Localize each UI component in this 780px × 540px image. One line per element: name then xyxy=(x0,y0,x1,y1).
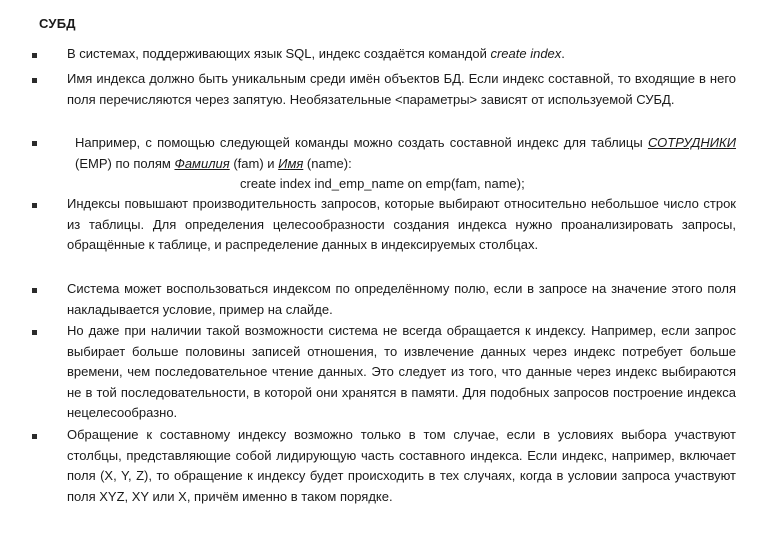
bullet-marker-icon xyxy=(32,288,37,293)
paragraph-create-index xyxy=(67,44,736,65)
bullet-marker-icon xyxy=(32,330,37,335)
bullet-marker-icon xyxy=(32,53,37,58)
paragraph-example xyxy=(67,133,736,195)
paragraph-text: (fam) и xyxy=(229,155,279,171)
paragraph-text: (EMP) по полям xyxy=(75,155,175,171)
paragraph-composite-index: Обращение к составному индексу возможно только в том случае, если в условиях выбора участвуют столбцы, представляющие собой лидирующую часть составного индекса. Если индекс, например, включает поля (X, Y, Z), то обращение к индексу будет происходить в тех случаях, когда в условии запроса участвуют поля XYZ, XY или X, причём именно в таком порядке. xyxy=(67,427,736,504)
paragraph-end: . xyxy=(561,46,565,61)
page-title: СУБД xyxy=(39,16,76,31)
paragraph-index-usage: Система может воспользоваться индексом по определённому полю, если в запросе на значение этого поля накладывается условие, пример на слайде. xyxy=(67,281,736,317)
paragraph-text: В системах, поддерживающих язык SQL, индекс создаётся командой xyxy=(67,46,491,61)
bullet-marker-icon xyxy=(32,78,37,83)
bullet-marker-icon xyxy=(32,434,37,439)
field-name-name: Имя xyxy=(278,155,304,171)
table-name: СОТРУДНИКИ xyxy=(647,135,736,150)
paragraph-index-name: Имя индекса должно быть уникальным среди имён объектов БД. Если индекс составной, то входящие в него поля перечисляются через запятую. Необязательные <параметры> зависят от используемой СУБД. xyxy=(67,71,736,107)
bullet-marker-icon xyxy=(32,203,37,208)
paragraph-text: Например, с помощью следующей команды можно создать составной индекс для таблицы xyxy=(75,135,648,150)
command-create-index: create index xyxy=(490,46,562,61)
sql-command: create index ind_emp_name on emp(fam, name); xyxy=(240,176,525,191)
paragraph-performance: Индексы повышают производительность запросов, которые выбирают относительно небольшое число строк из таблицы. Для определения целесообразности создания индекса нужно проанализировать запросы, обращённые к таблице, и распределение данных в индексируемых столбцах. xyxy=(67,196,736,252)
bullet-marker-icon xyxy=(32,141,37,146)
paragraph-index-not-used: Но даже при наличии такой возможности система не всегда обращается к индексу. Например, если запрос выбирает больше половины записей отношения, то извлечение данных через индекс потребует больше времени, чем последовательное чтение данных. Это следует из того, что данные через индекс выбираются не в той последовательности, в которой они хранятся в памяти. Для подобных запросов построение индекса нецелесообразно. xyxy=(67,323,736,420)
paragraph-text: (name): xyxy=(303,155,352,171)
field-name-fam: Фамилия xyxy=(174,155,230,171)
